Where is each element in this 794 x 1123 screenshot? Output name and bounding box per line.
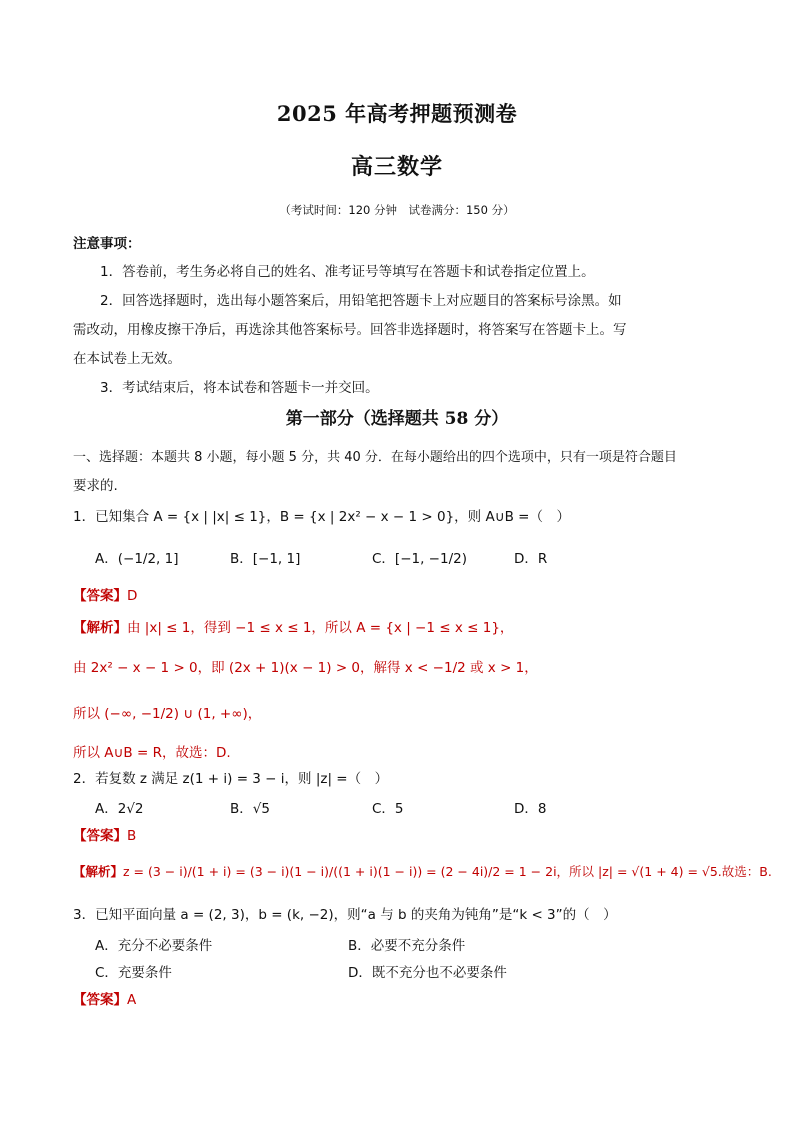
answer-value: B xyxy=(127,828,137,844)
question-1-stem: 1．已知集合 A = {x | |x| ≤ 1}，B = {x | 2x² − x − 1 > 0}，则 A∪B =（ ） xyxy=(73,509,570,525)
question-3-option-a: A．充分不必要条件 xyxy=(95,938,213,954)
answer-value: D xyxy=(127,588,138,604)
page-subtitle: 高三数学 xyxy=(350,154,443,180)
analysis-label: 【解析】 xyxy=(73,620,127,636)
page-title: 2025 年高考押题预测卷 xyxy=(276,101,518,126)
question-3-option-b: B．必要不充分条件 xyxy=(348,938,466,954)
question-3-option-c: C．充要条件 xyxy=(95,965,172,981)
question-3-option-d: D．既不充分也不必要条件 xyxy=(348,965,507,981)
notice-item-2-line-3: 在本试卷上无效。 xyxy=(73,351,181,367)
question-2-option-b: B．√5 xyxy=(230,801,270,817)
section-title: 第一部分（选择题共 58 分） xyxy=(285,409,509,429)
analysis-text: z = (3 − i)/(1 + i) = (3 − i)(1 − i)/((1 + i)(1 − i)) = (2 − 4i)/2 = 1 − 2i，所以 |z| = √(1 + 4) = √5.故选：B. xyxy=(123,864,772,879)
question-2-option-d: D．8 xyxy=(514,801,547,817)
notice-item-2-line-1: 2．回答选择题时，选出每小题答案后，用铅笔把答题卡上对应题目的答案标号涂黑。如 xyxy=(100,293,622,309)
answer-value: A xyxy=(127,992,137,1008)
question-2-analysis-line-1 xyxy=(73,862,772,880)
question-1-option-a: A．(−1/2, 1] xyxy=(95,551,179,567)
instructions-line-1: 一、选择题：本题共 8 小题，每小题 5 分，共 40 分．在每小题给出的四个选项中，只有一项是符合题目 xyxy=(73,450,677,465)
question-1-analysis-line-4: 所以 A∪B = R，故选：D. xyxy=(73,745,231,761)
question-3-answer xyxy=(73,988,136,1008)
question-2-option-c: C．5 xyxy=(372,801,404,817)
notice-heading: 注意事项： xyxy=(73,236,141,252)
answer-label: 【答案】 xyxy=(73,588,127,604)
question-1-analysis-line-2: 由 2x² − x − 1 > 0，即 (2x + 1)(x − 1) > 0，解得 x < −1/2 或 x > 1， xyxy=(73,660,538,676)
question-3-stem: 3．已知平面向量 a = (2, 3)，b = (k, −2)，则“a 与 b 的夹角为钝角”是“k < 3”的（ ） xyxy=(73,907,617,923)
question-1-answer xyxy=(73,584,137,604)
answer-label: 【答案】 xyxy=(73,828,127,844)
answer-label: 【答案】 xyxy=(73,992,127,1008)
question-2-option-a: A．2√2 xyxy=(95,801,144,817)
analysis-label: 【解析】 xyxy=(73,864,124,879)
instructions-line-2: 要求的. xyxy=(73,478,118,494)
question-2-answer xyxy=(73,824,136,844)
question-1-option-d: D．R xyxy=(514,551,548,567)
question-1-option-c: C．[−1, −1/2) xyxy=(372,551,467,567)
question-1-analysis-line-1 xyxy=(73,616,513,636)
question-1-analysis-line-3: 所以 (−∞, −1/2) ∪ (1, +∞)， xyxy=(73,706,262,722)
notice-item-3: 3．考试结束后，将本试卷和答题卡一并交回。 xyxy=(100,380,379,396)
analysis-text: 由 |x| ≤ 1，得到 −1 ≤ x ≤ 1，所以 A = {x | −1 ≤ x ≤ 1}， xyxy=(127,620,514,636)
question-1-option-b: B．[−1, 1] xyxy=(230,551,301,567)
question-2-stem: 2．若复数 z 满足 z(1 + i) = 3 − i，则 |z| =（ ） xyxy=(73,771,389,787)
exam-info: （考试时间：120 分钟 试卷满分：150 分） xyxy=(279,203,515,217)
notice-item-1: 1．答卷前，考生务必将自己的姓名、准考证号等填写在答题卡和试卷指定位置上。 xyxy=(100,264,595,280)
notice-item-2-line-2: 需改动，用橡皮擦干净后，再选涂其他答案标号。回答非选择题时，将答案写在答题卡上。写 xyxy=(73,322,627,338)
